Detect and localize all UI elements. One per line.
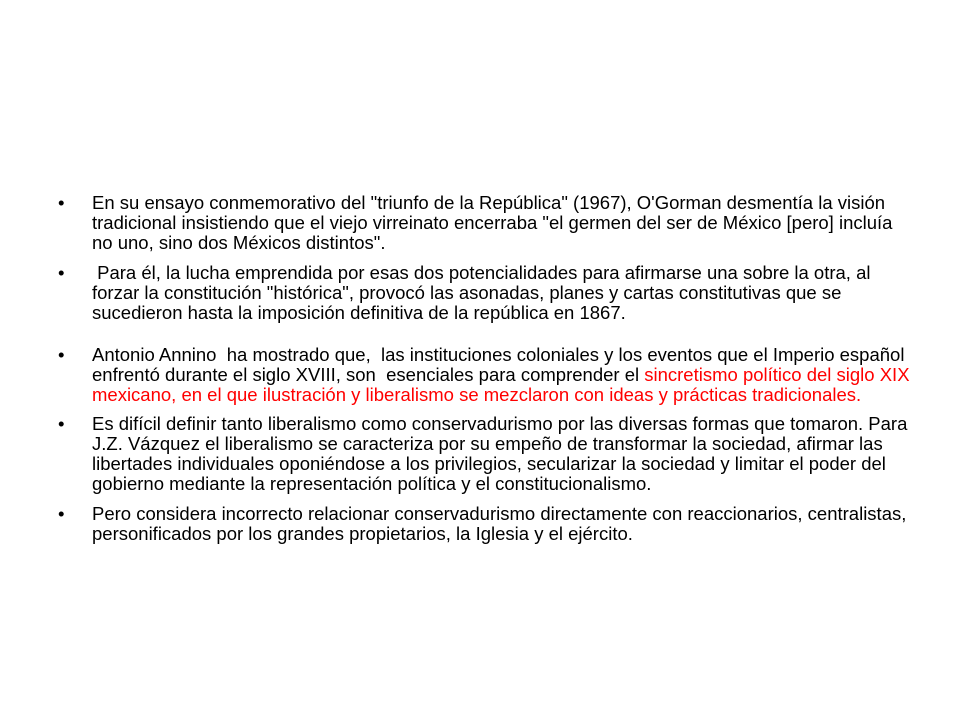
bullet-list	[58, 193, 918, 544]
bullet-item-liberalismo	[58, 414, 918, 494]
bullet-text: Pero considera incorrecto relacionar conservadurismo directamente con reaccionarios, centralistas, personificados por los grandes propietarios, la Iglesia y el ejército.	[92, 503, 907, 544]
bullet-item-ogorman	[58, 193, 918, 253]
bullet-item-lucha	[58, 263, 918, 323]
bullet-icon: •	[58, 344, 65, 365]
bullet-icon: •	[58, 413, 65, 434]
bullet-text: Para él, la lucha emprendida por esas dos potencialidades para afirmarse una sobre la otra, al forzar la constitución "histórica", provocó las asonadas, planes y cartas constitutivas que se sucedieron hasta la imposición definitiva de la república en 1867.	[92, 262, 876, 323]
bullet-text: Es difícil definir tanto liberalismo como conservadurismo por las diversas formas que tomaron. Para J.Z. Vázquez el liberalismo se caracteriza por su empeño de transformar la sociedad, afirmar las libertades individuales oponiéndose a los privilegios, secularizar la sociedad y limitar el poder del gobierno mediante la representación política y el constitucionalismo.	[92, 413, 908, 494]
bullet-text: En su ensayo conmemorativo del "triunfo de la República" (1967), O'Gorman desmentía la visión tradicional insistiendo que el viejo virreinato encerraba "el germen del ser de México [pero] incluía no uno, sino dos Méxicos distintos".	[92, 192, 893, 253]
bullet-icon: •	[58, 503, 65, 524]
highlighted-text: sincretismo político del siglo XIX mexicano, en el que ilustración y liberalismo se mezclaron con ideas y prácticas tradicionales.	[92, 364, 910, 405]
bullet-icon: •	[58, 192, 65, 213]
bullet-item-conservadurismo	[58, 504, 918, 544]
bullet-icon: •	[58, 262, 65, 283]
bullet-item-annino	[58, 345, 918, 405]
bullet-text: Antonio Annino ha mostrado que, las instituciones coloniales y los eventos que el Imperio español enfrentó durante el siglo XVIII, son esenciales para comprender el	[92, 344, 910, 385]
